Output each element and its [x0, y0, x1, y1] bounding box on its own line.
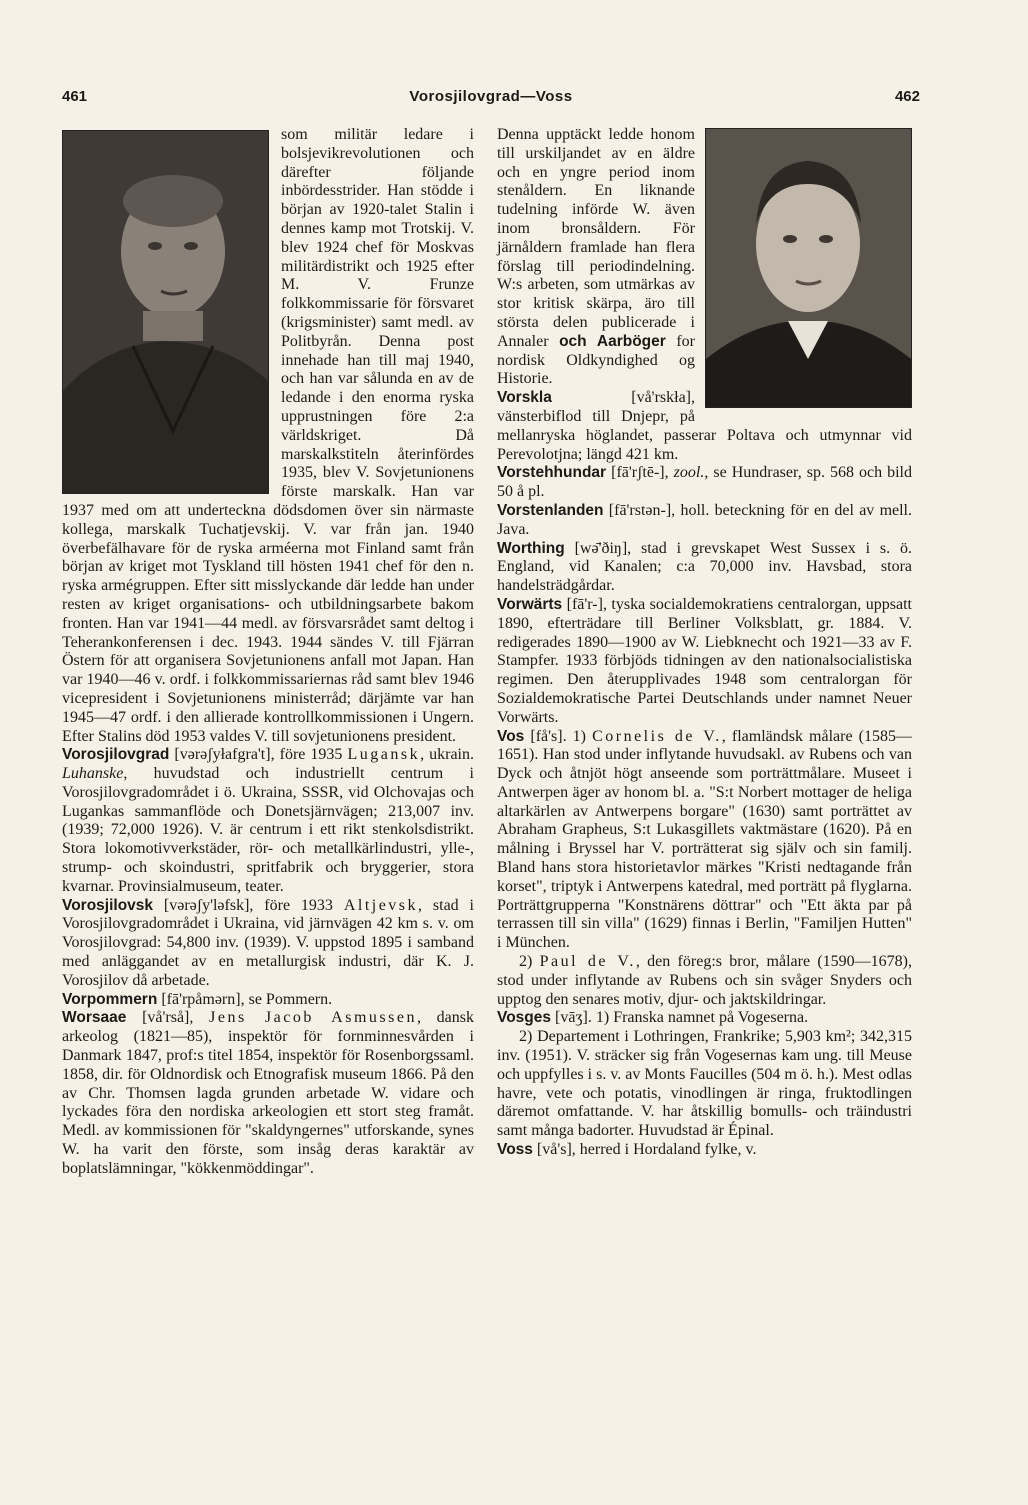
bold-text: och Aarböger	[559, 332, 666, 350]
headword-vorstenlanden: Vorstenlanden	[497, 501, 604, 519]
right-column	[497, 126, 912, 1160]
page-header	[62, 88, 920, 114]
entry-text: [fā'rstən-], holl. beteckning för en del av mell. Java.	[497, 501, 912, 538]
entry-text: [vå'rskła], vänsterbiflod till Dnjepr, på mellanryska höglandet, passerar Poltava och utmynnar vid Perevolotjna; längd 421 km.	[497, 389, 912, 463]
headword-vorskla: Vorskla	[497, 389, 552, 407]
person-name: Paul de V.	[539, 953, 636, 971]
entry-vorstehhundar	[497, 464, 912, 502]
sense-number: 2)	[519, 953, 540, 971]
headword-worsaae: Worsaae	[62, 1009, 127, 1027]
entry-vos-paul	[497, 953, 912, 1009]
headword-vorosjilovgrad: Vorosjilovgrad	[62, 746, 170, 764]
pronunciation: [fā'rʃtē-],	[606, 464, 674, 482]
entry-vos	[497, 728, 912, 954]
person-name: Cornelis de V.	[592, 727, 722, 745]
entry-text: [wə̄'ðiŋ], stad i grevskapet West Sussex i s. ö. England, vid Kanalen; c:a 70,000 inv. Havsbad, stora handelsträdgårdar.	[497, 539, 912, 595]
pronunciation: [vərəʃy'ləfsk], före 1933	[153, 896, 344, 914]
headword-vorwarts: Vorwärts	[497, 595, 563, 613]
entry-text: , stad i Vorosjilovgradområdet i Ukraina, vid järnvägen 42 km s. v. om Vorosjilovgrad: 54,800 inv. (1939). V. uppstod 1895 i samband med anläggandet av en metallurgisk industri, där K. J. Vorosjilov då arbetade.	[62, 896, 475, 989]
entry-vorwarts	[497, 596, 912, 728]
portrait-photo-voroshilov	[62, 130, 269, 494]
entry-vorosjilovsk	[62, 897, 474, 991]
headword-vos: Vos	[497, 727, 525, 745]
entry-vorosjilovgrad	[62, 746, 474, 896]
entry-worsaae-continuation	[497, 126, 912, 389]
entry-text: , ukrain.	[420, 746, 474, 764]
field-abbreviation: zool.	[673, 464, 705, 482]
entry-text: , se Hundraser, sp. 568 och bild 50 å pl.	[497, 464, 912, 501]
entry-text: , dansk arkeolog (1821—85), inspektör för fornminnesvården i Danmark 1847, prof:s titel 1854, inspektör för Rosenborgssaml. 1858, dir. för Oldnordisk och Etnografisk museum 1866. På den av Chr. Thomsen lagda grunden arbetade W. vidare och lyckades föra den nordiska arkeologien ett stort steg framåt. Medl. av kommissionen för "skaldyngernes" utforskande, synes W. ha varit den förste, som insåg deras karaktär av boplatslämningar, "kökkenmöddingar".	[62, 1009, 475, 1177]
entry-worsaae	[62, 1009, 474, 1178]
page-number-left: 461	[62, 88, 88, 105]
headword-worthing: Worthing	[497, 539, 565, 557]
headword-vorstehhundar: Vorstehhundar	[497, 464, 607, 482]
entry-vorpommern	[62, 991, 474, 1010]
portrait-photo-worsaae	[705, 128, 912, 408]
entry-vosges	[497, 1009, 912, 1028]
ukrainian-name: Luhanske	[62, 765, 124, 783]
running-title: Vorosjilovgrad—Voss	[409, 88, 573, 105]
person-name: Jens Jacob Asmussen	[209, 1009, 417, 1027]
entry-text: , huvudstad och industriellt centrum i Vorosjilovgradområdet i ö. Ukraina, SSSR, vid Olchovajas och Lugankas sammanflöde och Donetsjärnvägen; 213,007 inv. (1939; 72,000 1926). V. är centrum i ett rikt stenkolsdistrikt. Stora lokomotivverkstäder, rör- och metallkärlindustri, ylle-, strump- och skoindustri, spritfabrik och bryggerier, stora kvarnar. Provinsialmuseum, teater.	[62, 765, 474, 895]
pronunciation: [vå'rså],	[126, 1009, 210, 1027]
entry-vorstenlanden	[497, 502, 912, 540]
entry-text: [fā'rpåmərn], se Pommern.	[157, 990, 333, 1008]
entry-text: [fā'r-], tyska socialdemokratiens centralorgan, uppsatt 1890, efterträdare till Berliner Volksblatt, gr. 1884. V. redigerades 1890—1900 av W. Liebknecht och 1921—33 av F. Stampfer. 1933 förbjöds tidningen av den nationalsocialistiska regimen. Den återupplivades 1948 som centralorgan för Sozialdemokratische Partei Deutschlands under namnet Neuer Vorwärts.	[497, 595, 912, 726]
entry-continuation-text	[62, 126, 474, 746]
entry-text: , flamländsk målare (1585—1651). Han stod under inflytande huvudsakl. av Rubens och van Dyck och åtnjöt högt anseende som porträttmålare. Museet i Antwerpen äger av honom bl. a. "S:t Norbert mottager de heliga altarkärlen av Antwerpens borgare" (1630) samt porträttet av Abraham Grapheus, S:t Lukasgillets vaktmästare (1620). På en målning i Bryssel har V. porträtterat sig själv och sin familj. Bland hans stora historietavlor märkes "Kristi nedtagande från korset", triptyk i Antwerpens katedral, med porträtt på flyglarna. Porträttgrupperna "Konstnärens döttrar" och "Ett äkta par på terrassen till sin villa" (1629) finnas i Berlin, "Familjen Hutten" i München.	[497, 727, 912, 952]
entry-text: for nordisk Oldkyndighed og Historie.	[497, 332, 696, 388]
voroshilov-biography-text: som militär ledare i bolsjevikrevolutionen och därefter följande inbördesstrider. Han stödde i början av 1920-talet Stalin i dennes kamp mot Trotskij. V. blev 1924 chef för Moskvas militärdistrikt och 1925 efter M. V. Frunze folkkommissarie för försvaret (krigsminister) samt medl. av Politbyrån. Denna post innehade han till maj 1940, och han var sålunda en av de ledande i den enorma ryska upprustningen före 2:a världskriget. Då marskalkstiteln återinfördes 1935, blev V. Sovjetunionens förste marskalk. Han var 1937 med om att underteckna dödsdomen över sin närmaste kollega, marskalk Tuchatjevskij. V. var från jan. 1940 överbefälhavare för de ryska arméerna mot Finland samt från början av kriget mot Tyskland till hösten 1941 chef för den n. ryska armégruppen. Efter sitt misslyckande där ledde han under resten av kriget organisations- och utbildningsarbete bakom fronten. Han var 1941—44 medl. av försvarsrådet samt deltog i Teherankonferensen i dec. 1943. 1944 sändes V. till Fjärran Östern för att organisera Sovjetunionens anfall mot Japan. Han var 1940—46 v. ordf. i folkkommissariernas råd samt blev 1946 vicepresident i Sovjetunionens ministerråd; därjämte var han 1945—47 ordf. i den allierade kontrollkommissionen i Ungern. Efter Stalins död 1953 valdes V. till sovjetunionens president.	[62, 126, 474, 745]
entry-worthing	[497, 540, 912, 596]
headword-voss: Voss	[497, 1141, 533, 1159]
former-name: Lugansk	[347, 746, 421, 764]
entry-text: , den föreg:s bror, målare (1590—1678), stod under inflytande av Rubens och sin svåger Snyders och upptog den senares motiv, djur- och jaktskildringar.	[497, 953, 912, 1008]
entry-vosges-departement: 2) Departement i Lothringen, Frankrike; 5,903 km²; 342,315 inv. (1951). V. sträcker sig från Vogesernas kam ung. till Meuse och uppfylles i s. v. av Monts Faucilles (504 m ö. h.). Mest odlas havre, vete och potatis, vinodlingen är ringa, fruktodlingen däremot omfattande. V. har åtskillig bomulls- och träindustri samt många badorter. Huvudstad är Épinal.	[497, 1028, 912, 1140]
left-column	[62, 126, 474, 1179]
headword-vorpommern: Vorpommern	[62, 990, 158, 1008]
entry-text: [vå's], herred i Hordaland fylke, v.	[532, 1141, 757, 1159]
worsaae-continuation-text: Denna upptäckt ledde honom till urskiljandet av en äldre och en yngre period inom stenåldern. En liknande tudelning införde W. även inom bronsåldern. För järnåldern framlade han flera förslag till periodindelning. W:s arbeten, som utmärkas av stor kritisk skärpa, äro till största delen publicerade i Annaler	[497, 126, 695, 350]
pronunciation: [få's]. 1)	[524, 727, 593, 745]
page-number-right: 462	[894, 88, 920, 105]
entry-voss	[497, 1141, 912, 1160]
headword-vosges: Vosges	[497, 1009, 551, 1027]
pronunciation: [vərəʃyłafgra't], före 1935	[169, 746, 348, 764]
former-name: Altjevsk	[343, 896, 419, 914]
entry-text: [vāʒ]. 1) Franska namnet på Vogeserna.	[551, 1009, 809, 1027]
headword-vorosjilovsk: Vorosjilovsk	[62, 896, 154, 914]
